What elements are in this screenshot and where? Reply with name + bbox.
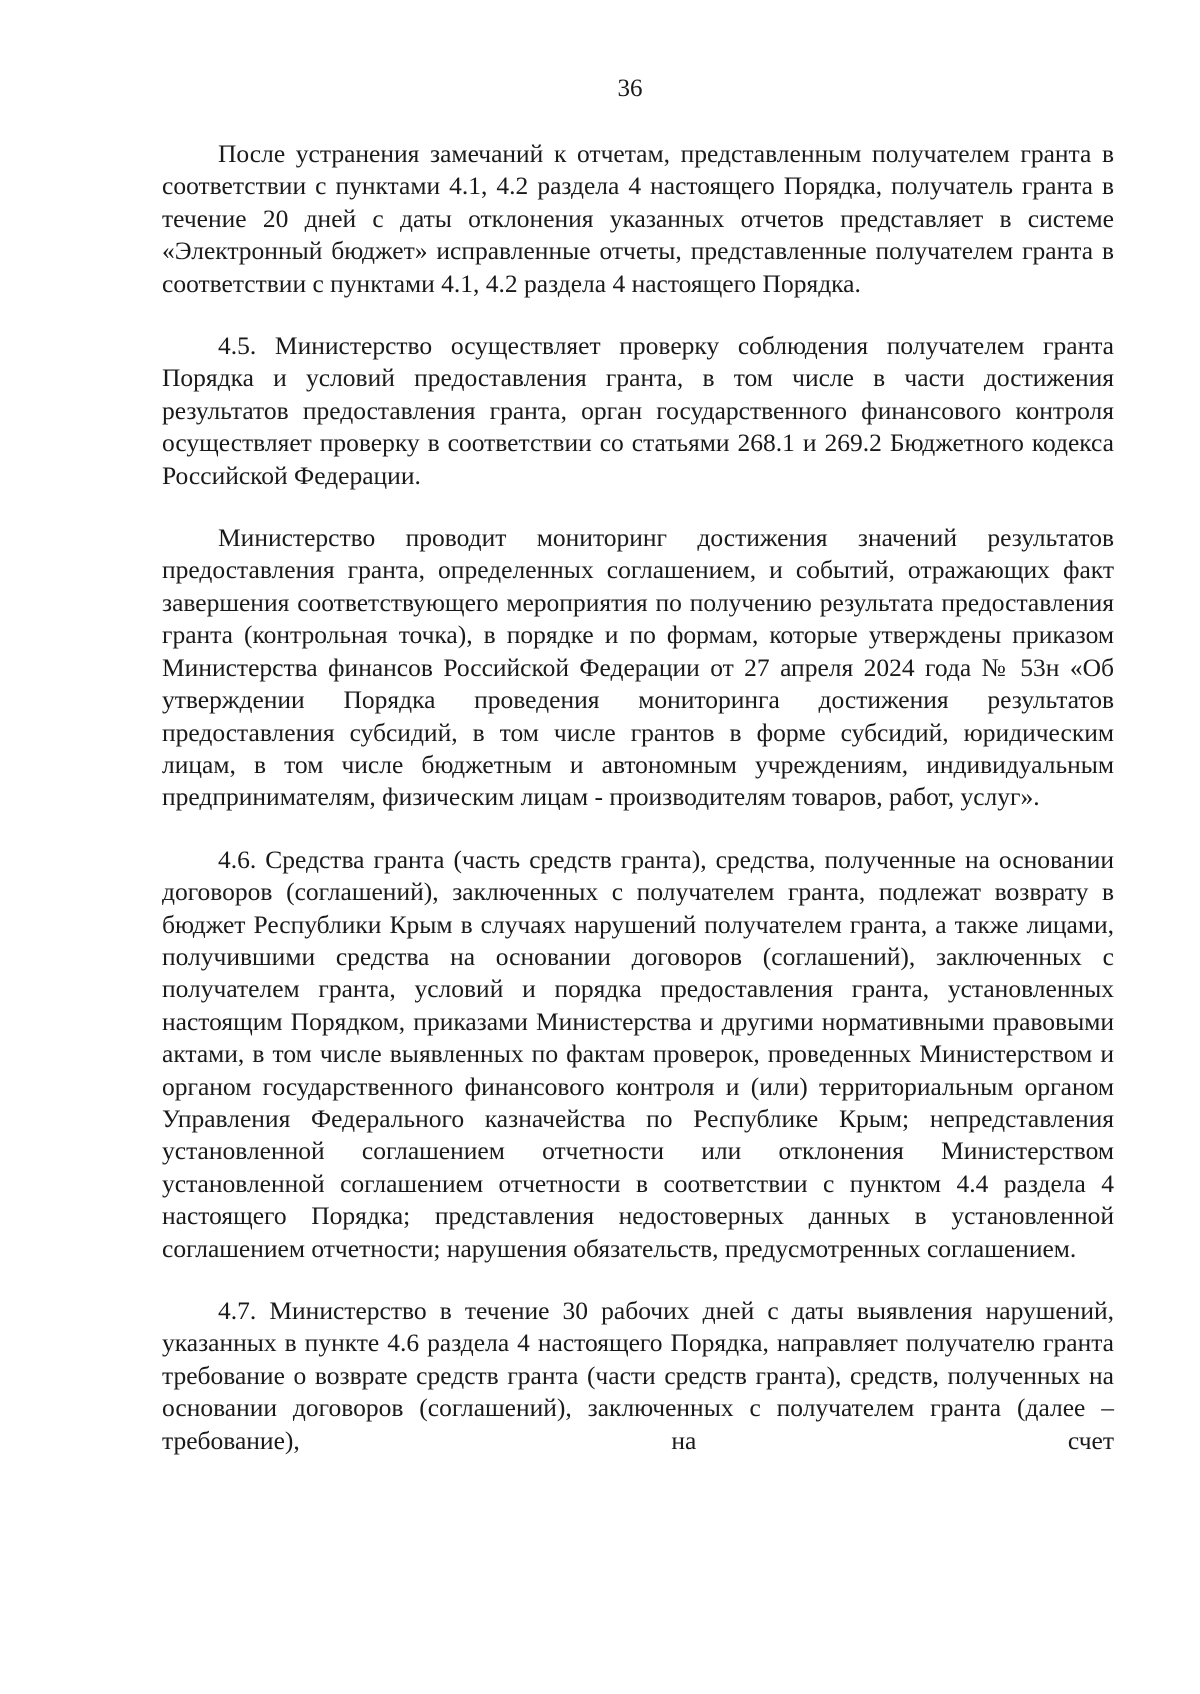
page-number: 36 xyxy=(617,75,643,102)
paragraph-4-7: 4.7. Министерство в течение 30 рабочих дней с даты выявления нарушений, указанных в пункте 4.6 раздела 4 настоящего Порядка, направляет получателю гранта требование о возврате средств гранта (части средств гранта), средств, полученных на основании договоров (соглашений), заключенных с получателем гранта (далее – требование), на счет xyxy=(162,1296,1114,1455)
paragraph-report-corrections: После устранения замечаний к отчетам, представленным получателем гранта в соответствии с пунктами 4.1, 4.2 раздела 4 настоящего Порядка, получатель гранта в течение 20 дней с даты отклонения указанных отчетов представляет в системе «Электронный бюджет» исправленные отчеты, представленные получателем гранта в соответствии с пунктами 4.1, 4.2 раздела 4 настоящего Порядка. xyxy=(162,139,1114,298)
paragraph-4-5: 4.5. Министерство осуществляет проверку соблюдения получателем гранта Порядка и условий предоставления гранта, в том числе в части достижения результатов предоставления гранта, орган государственного финансового контроля осуществляет проверку в соответствии со статьями 268.1 и 269.2 Бюджетного кодекса Российской Федерации. xyxy=(162,331,1114,490)
document-body xyxy=(162,138,1114,1457)
paragraph-monitoring: Министерство проводит мониторинг достижения значений результатов предоставления гранта, определенных соглашением, и событий, отражающих факт завершения соответствующего мероприятия по получению результата предоставления гранта (контрольная точка), в порядке и по формам, которые утверждены приказом Министерства финансов Российской Федерации от 27 апреля 2024 года № 53н «Об утверждении Порядка проведения мониторинга достижения результатов предоставления субсидий, в том числе грантов в форме субсидий, юридическим лицам, в том числе бюджетным и автономным учреждениям, индивидуальным предпринимателям, физическим лицам - производителям товаров, работ, услуг». xyxy=(162,523,1114,812)
paragraph-4-6: 4.6. Средства гранта (часть средств гранта), средства, полученные на основании договоров (соглашений), заключенных с получателем гранта, подлежат возврату в бюджет Республики Крым в случаях нарушений получателем гранта, а также лицами, получившими средства на основании договоров (соглашений), заключенных с получателем гранта, условий и порядка предоставления гранта, установленных настоящим Порядком, приказами Министерства и другими нормативными правовыми актами, в том числе выявленных по фактам проверок, проведенных Министерством и органом государственного финансового контроля и (или) территориальным органом Управления Федерального казначейства по Республике Крым; непредставления установленной соглашением отчетности или отклонения Министерством установленной соглашением отчетности в соответствии с пунктом 4.4 раздела 4 настоящего Порядка; представления недостоверных данных в установленной соглашением отчетности; нарушения обязательств, предусмотренных соглашением. xyxy=(162,844,1114,1263)
